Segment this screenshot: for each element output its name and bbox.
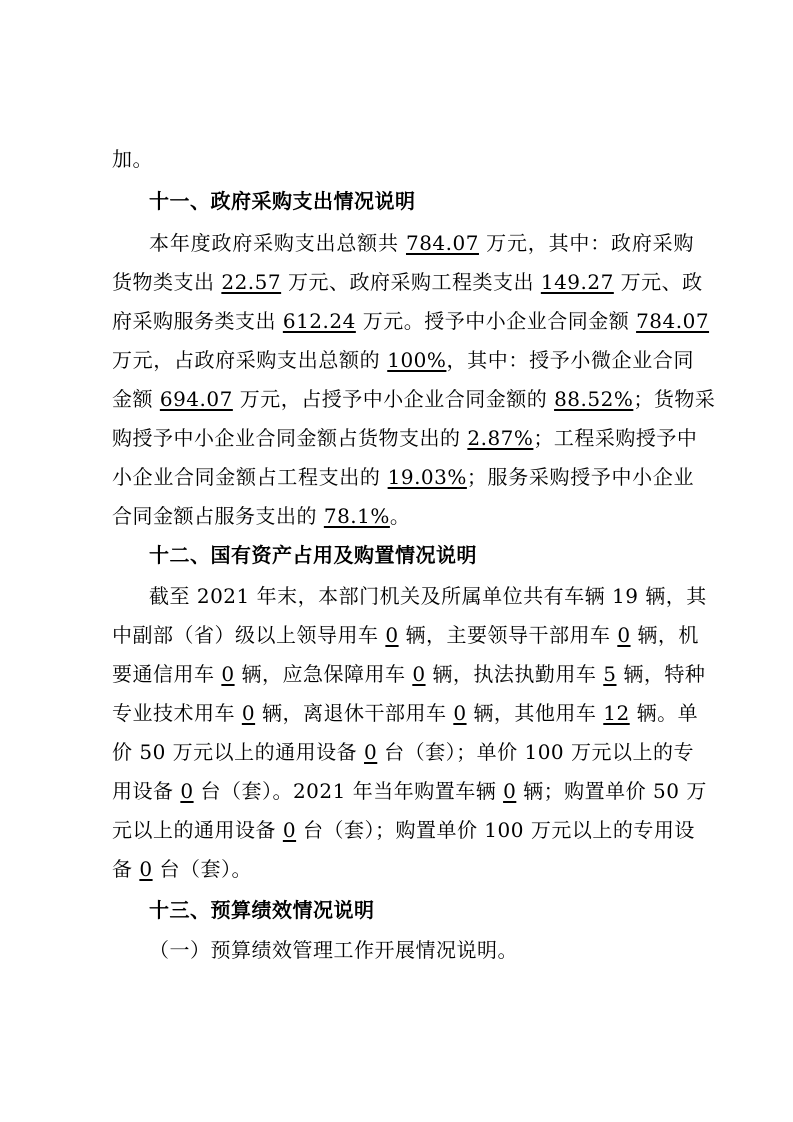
value-underlined: 0 [139,857,153,881]
value-underlined: 784.07 [636,309,710,333]
value-underlined: 19.03% [387,465,467,489]
text-segment: ，其中：授予小微企业合同 [446,348,694,372]
value-underlined: 0 [503,779,517,803]
text-line [112,778,707,804]
value-underlined: 694.07 [159,387,233,411]
text-segment: 要通信用车 [112,662,222,686]
value-underlined: 5 [603,662,617,686]
text-segment: 备 [112,857,140,881]
text-line [112,386,716,412]
text-line [112,347,694,373]
text-segment: 辆；购置单价 50 万 [516,779,707,803]
text-segment: ；服务采购授予中小企业 [466,465,695,489]
text-line [112,817,694,843]
text-line [149,230,694,256]
text-line [112,622,699,648]
text-segment: 购授予中小企业合同金额占货物支出的 [112,426,468,450]
value-underlined: 0 [180,779,194,803]
text-segment: 用设备 [112,779,181,803]
text-segment: 小企业合同金额占工程支出的 [112,465,388,489]
text-line [112,661,706,687]
text-segment: 府采购服务类支出 [112,309,283,333]
text-segment: 元以上的通用设备 [112,818,283,842]
text-line [112,503,410,529]
value-underlined: 22.57 [221,270,282,294]
text-segment: 万元、政府采购工程类支出 [281,270,541,294]
text-segment: 台（套）。2021 年当年购置车辆 [193,779,504,803]
heading-text: 十三、预算绩效情况说明 [149,898,375,922]
section-heading [149,897,375,923]
section-heading [149,542,477,568]
value-underlined: 149.27 [540,270,614,294]
text-segment: 金额 [112,387,160,411]
text-segment: 辆，特种 [616,662,706,686]
text-segment: ；货物采 [633,387,716,411]
text-segment: ；工程采购授予中 [533,426,698,450]
value-underlined: 0 [453,701,467,725]
heading-text: 十一、政府采购支出情况说明 [149,189,416,213]
text-segment: 万元，占政府采购支出总额的 [112,348,388,372]
value-underlined: 78.1% [323,504,390,528]
text-line [112,425,698,451]
text-line [112,269,703,295]
value-underlined: 0 [385,623,399,647]
text-segment: 辆，离退休干部用车 [255,701,454,725]
text-segment: 辆，其他用车 [466,701,604,725]
text-segment: 截至 2021 年末，本部门机关及所属单位共有车辆 19 辆，其 [149,584,707,608]
text-line [112,856,252,882]
value-underlined: 0 [241,701,256,725]
text-segment: 辆，执法执勤用车 [425,662,604,686]
value-underlined: 0 [617,623,631,647]
text-segment: 台（套）。 [152,857,252,881]
text-segment: 。 [389,504,411,528]
heading-text: 十二、国有资产占用及购置情况说明 [149,543,477,567]
text-line [112,308,710,334]
text-line [112,464,694,490]
value-underlined: 784.07 [405,231,479,255]
text-segment: 价 50 万元以上的通用设备 [112,740,365,764]
text-segment: 中副部（省）级以上领导用车 [112,623,386,647]
value-underlined: 0 [364,740,378,764]
text-line [112,700,699,726]
value-underlined: 12 [603,701,630,725]
text-segment: 辆，机 [630,623,699,647]
text-line [112,739,694,765]
text-line [149,583,707,609]
text-segment: 合同金额占服务支出的 [112,504,324,528]
value-underlined: 0 [412,662,426,686]
text-segment: 加。 [112,147,153,171]
text-segment: 辆，主要领导干部用车 [398,623,618,647]
text-segment: 辆。单 [629,701,699,725]
text-segment: 万元，其中：政府采购 [478,231,694,255]
value-underlined: 2.87% [467,426,534,450]
value-underlined: 88.52% [554,387,634,411]
text-segment: 专业技术用车 [112,701,242,725]
text-segment: 辆，应急保障用车 [234,662,413,686]
text-line [149,937,518,963]
value-underlined: 612.24 [282,309,356,333]
value-underlined: 100% [387,348,447,372]
text-segment: 万元。授予中小企业合同金额 [355,309,637,333]
text-segment: 万元，占授予中小企业合同金额的 [232,387,555,411]
value-underlined: 0 [282,818,297,842]
text-segment: 万元、政 [613,270,703,294]
text-segment: 台（套）；单价 100 万元以上的专 [377,740,695,764]
value-underlined: 0 [221,662,235,686]
text-line [112,146,153,172]
text-segment: 货物类支出 [112,270,222,294]
section-heading [149,188,416,214]
text-segment: 本年度政府采购支出总额共 [149,231,406,255]
text-segment: 台（套）；购置单价 100 万元以上的专用设 [296,818,695,842]
text-segment: （一）预算绩效管理工作开展情况说明。 [149,938,518,962]
